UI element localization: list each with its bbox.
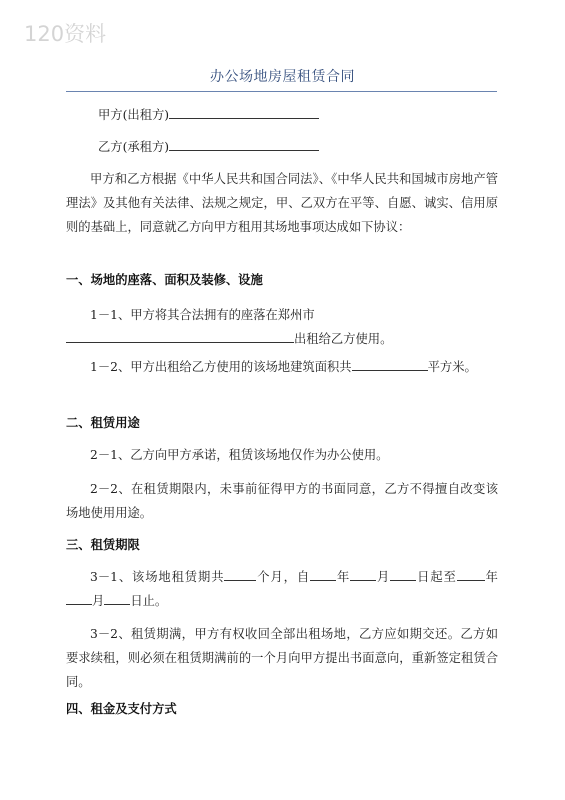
section-1-heading: 一、场地的座落、面积及装修、设施: [66, 273, 263, 287]
clause-3-2: 3－2、租赁期满，甲方有权收回全部出租场地，乙方应如期交还。乙方如要求续租，则必须在租赁期满前的一个月向甲方提出书面意向，重新签定租赁合同。: [66, 627, 498, 689]
start-day-blank: [390, 566, 416, 581]
end-day-blank: [104, 590, 130, 605]
clause-3-1-text-b: 个月，自: [256, 570, 311, 584]
party-a-label: 甲方(出租方): [98, 108, 170, 122]
clause-2-1: 2－1、乙方向甲方承诺，租赁该场地仅作为办公使用。: [90, 448, 389, 462]
party-b-label: 乙方(承租方): [98, 140, 170, 154]
end-month-blank: [66, 590, 92, 605]
clause-3-1-text-c: 年: [336, 570, 351, 584]
clause-1-1-blank: [66, 328, 294, 343]
party-b-blank: [169, 136, 319, 151]
section-2-heading: 二、租赁用途: [66, 416, 140, 430]
clause-3-1-text-f: 年: [484, 570, 498, 584]
party-b-line: [98, 135, 530, 159]
clause-1-2: [66, 355, 498, 379]
months-blank: [224, 566, 256, 581]
section-4-heading: 四、租金及支付方式: [66, 702, 177, 716]
clause-3-1-text-a: 3－1、该场地租赁期共: [90, 570, 225, 584]
start-year-blank: [310, 566, 336, 581]
clause-1-1: [66, 303, 498, 351]
clause-1-2-text: 1－2、甲方出租给乙方使用的该场地建筑面积共: [90, 360, 352, 374]
clause-3-1-text-h: 日止。: [130, 594, 168, 608]
intro-paragraph: 甲方和乙方根据《中华人民共和国合同法》、《中华人民共和国城市房地产管理法》及其他有关法律、法规之规定，甲、乙双方在平等、自愿、诚实、信用原则的基础上，同意就乙方向甲方租用其场地事项达成如下协议：: [66, 172, 498, 234]
clause-1-1-suffix: 出租给乙方使用。: [294, 332, 393, 346]
document-title: 办公场地房屋租赁合同: [210, 69, 355, 85]
clause-1-1-text: 1－1、甲方将其合法拥有的座落在郑州市: [90, 308, 315, 322]
clause-3-1: [66, 565, 498, 613]
party-a-blank: [169, 104, 319, 119]
clause-1-2-blank: [352, 356, 428, 371]
start-month-blank: [350, 566, 376, 581]
clause-3-1-text-e: 日起至: [416, 570, 457, 584]
clause-3-1-text-g: 月: [92, 594, 105, 608]
title-underline: [66, 91, 497, 92]
end-year-blank: [457, 566, 485, 581]
clause-3-1-text-d: 月: [376, 570, 391, 584]
section-3-heading: 三、租赁期限: [66, 538, 140, 552]
clause-1-2-suffix: 平方米。: [427, 360, 477, 374]
party-a-line: [98, 103, 530, 127]
clause-2-2: 2－2、在租赁期限内，未事前征得甲方的书面同意，乙方不得擅自改变该场地使用用途。: [66, 482, 498, 520]
watermark-logo: 120资料: [24, 22, 107, 46]
